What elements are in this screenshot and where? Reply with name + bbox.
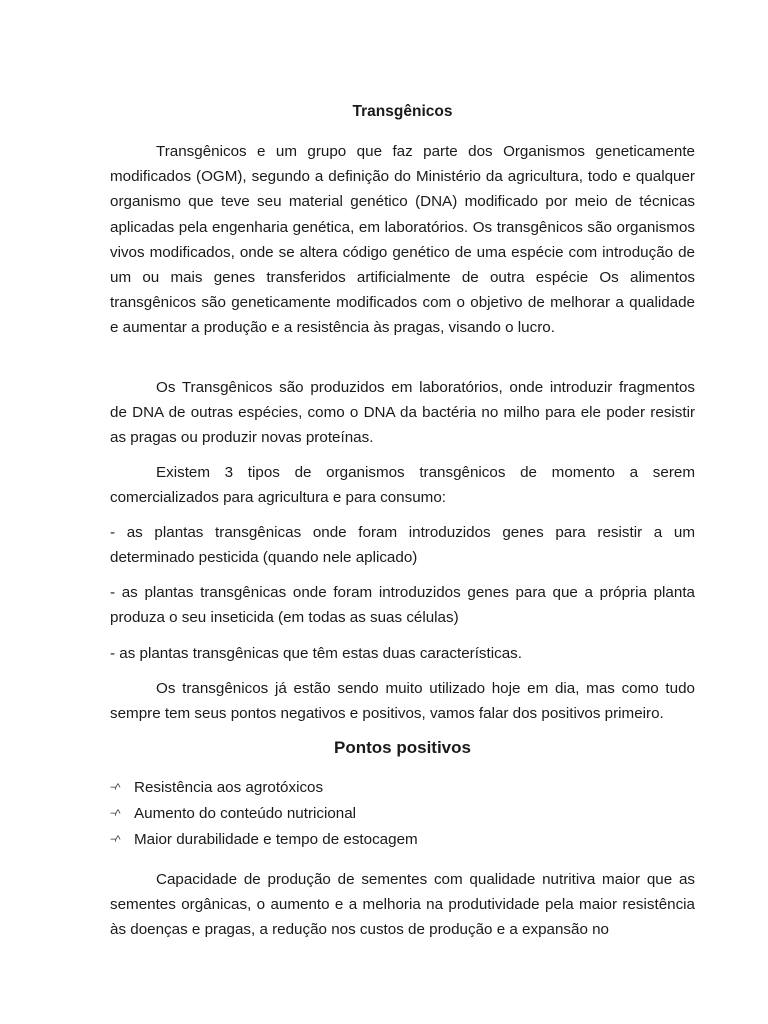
types-paragraph: Existem 3 tipos de organismos transgênicos de momento a serem comercializados para agricultura e para consumo:	[110, 464, 695, 507]
bullet-marker-icon: ¬^	[110, 808, 120, 820]
bullet-list	[110, 775, 695, 853]
list-item	[110, 827, 695, 853]
bullet-marker-icon: ¬^	[110, 782, 120, 794]
intro-paragraph: Transgênicos e um grupo que faz parte dos Organismos geneticamente modificados (OGM), segundo a definição do Ministério da agricultura, todo e qualquer organismo que teve seu material genético (DNA) modificado por meio de técnicas aplicadas pela engenharia genética, em laboratórios. Os transgênicos são organismos vivos modificados, onde se altera código genético de uma espécie com introdução de um ou mais genes transferidos artificialmente de outra espécie Os alimentos transgênicos são geneticamente modificados com o objetivo de melhorar a qualidade e aumentar a produção e a resistência às pragas, visando o lucro.	[110, 143, 695, 337]
bullet-marker-icon: ¬^	[110, 834, 120, 846]
type-item-pesticide: - as plantas transgênicas onde foram introduzidos genes para resistir a um determinado pesticida (quando nele aplicado)	[110, 524, 695, 567]
production-paragraph: Os Transgênicos são produzidos em laboratórios, onde introduzir fragmentos de DNA de outras espécies, como o DNA da bactéria no milho para ele poder resistir as pragas ou produzir novas proteínas.	[110, 379, 695, 447]
page-title: Transgênicos	[352, 103, 453, 120]
document-page	[110, 0, 695, 1024]
list-item-label: Maior durabilidade e tempo de estocagem	[134, 831, 418, 848]
list-item-label: Aumento do conteúdo nutricional	[134, 805, 357, 822]
closing-paragraph: Capacidade de produção de sementes com qualidade nutritiva maior que as sementes orgânicas, o aumento e a melhoria na produtividade pela maior resistência às doenças e pragas, a redução nos custos de produção e a expansão no	[110, 871, 695, 939]
transition-paragraph: Os transgênicos já estão sendo muito utilizado hoje em dia, mas como tudo sempre tem seus pontos negativos e positivos, vamos falar dos positivos primeiro.	[110, 680, 695, 723]
list-item	[110, 801, 695, 827]
list-item	[110, 775, 695, 801]
type-item-both: - as plantas transgênicas que têm estas duas características.	[110, 645, 522, 662]
type-item-insecticide: - as plantas transgênicas onde foram introduzidos genes para que a própria planta produza o seu inseticida (em todas as suas células)	[110, 584, 695, 627]
list-item-label: Resistência aos agrotóxicos	[134, 779, 324, 796]
section-heading: Pontos positivos	[334, 738, 471, 757]
